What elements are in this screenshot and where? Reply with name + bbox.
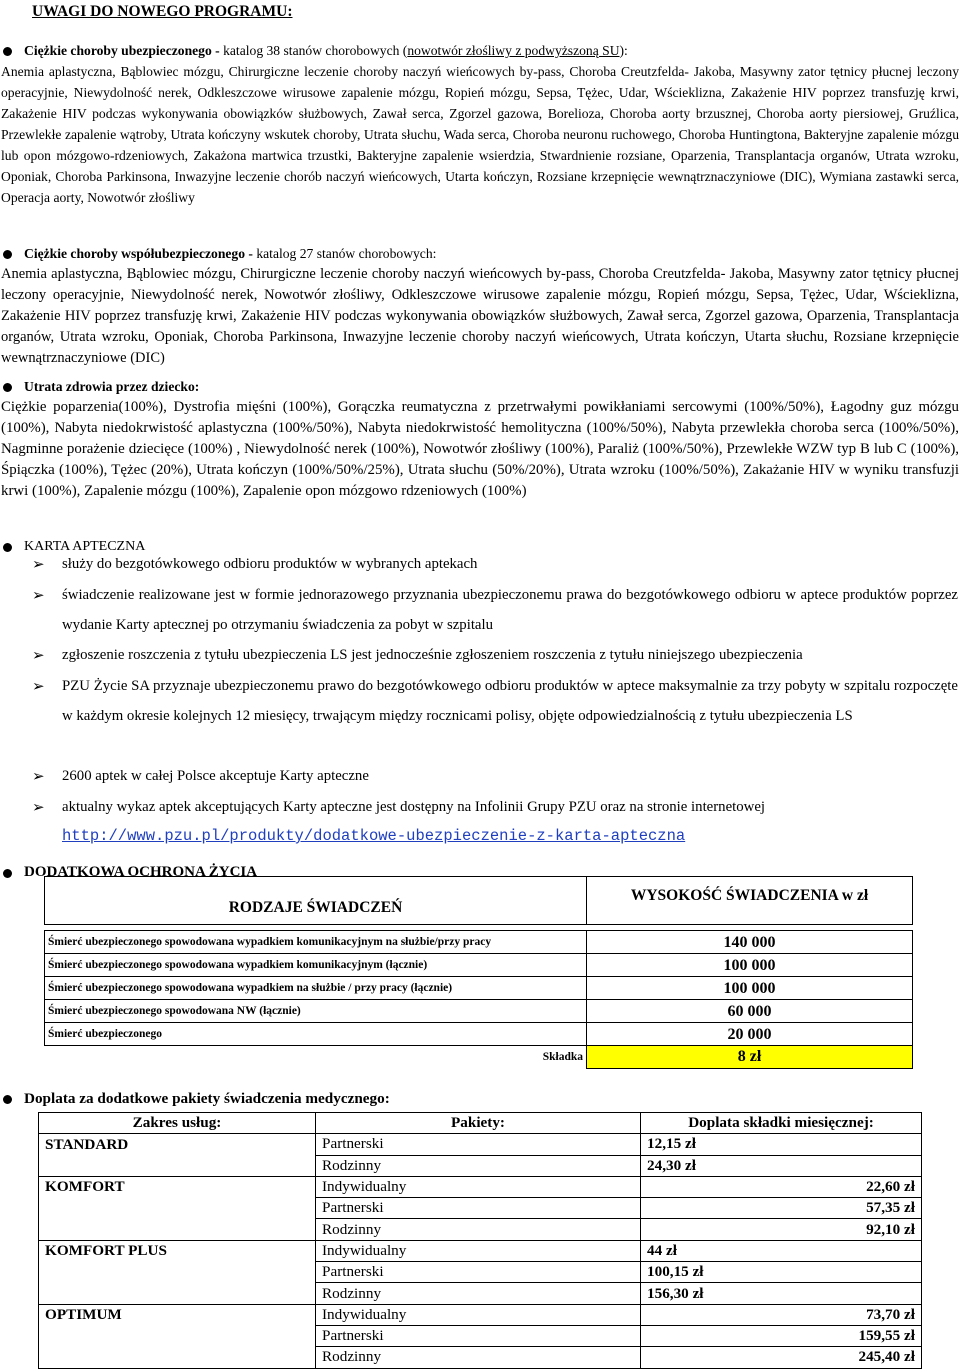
- premium-row: [45, 1046, 913, 1069]
- package-price: 100,15 zł: [641, 1262, 922, 1283]
- table-row: [45, 954, 913, 977]
- benefit-value: 140 000: [587, 931, 913, 954]
- package-variant: Rodzinny: [316, 1347, 641, 1368]
- package-name: KOMFORT: [39, 1176, 316, 1197]
- benefit-label: Śmierć ubezpieczonego spowodowana wypadkiem komunikacyjnym na służbie/przy pracy: [45, 931, 587, 954]
- package-variant: Indywidualny: [316, 1240, 641, 1261]
- table-row: [39, 1155, 922, 1176]
- table-row: [39, 1219, 922, 1240]
- list-item: [62, 580, 958, 640]
- package-variant: Partnerski: [316, 1134, 641, 1155]
- section-critical-illness-co-insured: [0, 243, 960, 369]
- heading-text: katalog 27 stanów chorobowych:: [252, 246, 437, 261]
- pharmacy-list-link[interactable]: http://www.pzu.pl/produkty/dodatkowe-ubezpieczenie-z-karta-apteczna: [62, 827, 686, 845]
- package-name-empty: [39, 1325, 316, 1346]
- package-variant: Indywidualny: [316, 1176, 641, 1197]
- table-row: [45, 1023, 913, 1046]
- list-item: [62, 671, 958, 731]
- package-price: 22,60 zł: [641, 1176, 922, 1197]
- arrow-bullet-icon: ➢: [32, 586, 45, 604]
- section-heading: Utrata zdrowia przez dziecko:: [24, 379, 200, 394]
- section-heading: DODATKOWA OCHRONA ŻYCIA: [24, 864, 258, 880]
- table-row: [39, 1283, 922, 1304]
- package-price: 92,10 zł: [641, 1219, 922, 1240]
- section-critical-illness-insured: [0, 40, 960, 208]
- package-name: STANDARD: [39, 1134, 316, 1155]
- pharmacy-link-wrapper: [62, 826, 958, 847]
- section-child-health-loss: [0, 376, 960, 502]
- list-item: [62, 761, 958, 791]
- table-row: [39, 1325, 922, 1346]
- arrow-bullet-icon: ➢: [32, 646, 45, 664]
- page-title: UWAGI DO NOWEGO PROGRAMU:: [32, 3, 293, 20]
- package-price: 245,40 zł: [641, 1347, 922, 1368]
- package-name: KOMFORT PLUS: [39, 1240, 316, 1261]
- bullet-icon: [3, 250, 12, 259]
- section-heading: KARTA APTECZNA: [24, 539, 146, 554]
- column-header-packages: Pakiety:: [316, 1113, 641, 1134]
- section-medical-packages: [0, 1088, 960, 1109]
- benefit-value: 100 000: [587, 977, 913, 1000]
- bullet-icon: [3, 869, 12, 878]
- arrow-bullet-icon: ➢: [32, 677, 45, 695]
- package-name-empty: [39, 1283, 316, 1304]
- table-row: [39, 1347, 922, 1368]
- package-name-empty: [39, 1347, 316, 1368]
- table-row: [45, 931, 913, 954]
- table-row: [39, 1304, 922, 1325]
- package-price: 57,35 zł: [641, 1198, 922, 1219]
- heading-bold: Ciężkie choroby ubezpieczonego -: [24, 43, 220, 58]
- package-variant: Partnerski: [316, 1198, 641, 1219]
- package-variant: Rodzinny: [316, 1219, 641, 1240]
- benefit-value: 60 000: [587, 1000, 913, 1023]
- arrow-bullet-icon: ➢: [32, 798, 45, 816]
- bullet-icon: [3, 47, 12, 56]
- heading-bold: Ciężkie choroby współubezpieczonego -: [24, 246, 253, 261]
- table-row: [39, 1176, 922, 1197]
- premium-value: 8 zł: [587, 1046, 913, 1069]
- section-body: Anemia aplastyczna, Bąblowiec mózgu, Chirurgiczne leczenie choroby naczyń wieńcowych by-pass, Choroba Creutzfelda- Jakoba, Masywny zator tętnicy płucnej leczony operacyjnie, Niewydolność nerek, Odkleszczowe wirusowe zapalenie mózgu, Ropień mózgu, Sepsa, Tężec, Udar, Wścieklizna, Zakażenie HIV poprzez transfuzję krwi, Zakażenie HIV podczas wykonywania obowiązków służbowych, Zawał serca, Zgorzel gazowa, Borelioza, Choroba aorty brzusznej, Choroba aorty piersiowej, Gruźlica, Przewlekłe zapalenie wątroby, Utrata kończyny wskutek choroby, Utrata słuchu, Wada serca, Choroba neuronu ruchowego, Choroba Huntingtona, Bakteryjne zapalenie mózgu lub opon mózgowo-rdzeniowych, Zakażona martwica trzustki, Bakteryjne zapalenie wsierdzia, Stwardnienie rozsiane, Oparzenia, Transplantacja organów, Utrata wzroku, Oponiak, Choroba Parkinsona, Inwazyjne leczenie chorób naczyń wieńcowych, Utarta kończyn, Rozsiane krzepnięcie wewnątrznaczyniowe (DIC), Wymiana zastawki serca, Operacja aorty, Nowotwór złośliwy: [1, 64, 959, 205]
- column-header-surcharge: Doplata składki miesięcznej:: [641, 1113, 922, 1134]
- arrow-bullet-icon: ➢: [32, 767, 45, 785]
- life-benefits-table: [44, 876, 913, 1069]
- package-price: 73,70 zł: [641, 1304, 922, 1325]
- list-item-text: PZU Życie SA przyznaje ubezpieczonemu prawo do bezgotówkowego odbioru produktów w aptece maksymalnie za trzy pobyty w szpitalu rozpoczęte w każdym okresie kolejnych 12 miesięcy, trwającym między rocznicami polisy, objęte odpowiedzialnością z tytułu ubezpieczenia LS: [62, 678, 958, 724]
- benefit-label: Śmierć ubezpieczonego spowodowana NW (łącznie): [45, 1000, 587, 1023]
- benefit-value: 20 000: [587, 1023, 913, 1046]
- column-header-scope: Zakres usług:: [39, 1113, 316, 1134]
- list-item-text: świadczenie realizowane jest w formie jednorazowego przyznania ubezpieczonemu prawa do bezgotówkowego odbioru w aptece produktów poprzez wydanie Karty aptecznej po otrzymaniu świadczenia za pobyt w szpitalu: [62, 587, 958, 633]
- list-item-text: aktualny wykaz aptek akceptujących Karty apteczne jest dostępny na Infolinii Grupy PZU oraz na stronie internetowej: [62, 799, 766, 815]
- section-heading: [0, 40, 960, 61]
- heading-underlined: nowotwór złośliwy z podwyższoną SU: [407, 43, 620, 58]
- list-item-text: zgłoszenie roszczenia z tytułu ubezpieczenia LS jest jednocześnie zgłoszeniem roszczenia z tytułu niniejszego ubezpieczenia: [62, 647, 803, 663]
- list-item: [62, 549, 958, 579]
- package-variant: Indywidualny: [316, 1304, 641, 1325]
- package-name: OPTIMUM: [39, 1304, 316, 1325]
- package-name-empty: [39, 1155, 316, 1176]
- package-price: 44 zł: [641, 1240, 922, 1261]
- section-heading: [0, 243, 960, 264]
- list-item-text: 2600 aptek w całej Polsce akceptuje Karty apteczne: [62, 768, 369, 784]
- premium-label: Składka: [45, 1046, 587, 1069]
- benefit-label: Śmierć ubezpieczonego: [45, 1023, 587, 1046]
- section-heading: Doplata za dodatkowe pakiety świadczenia medycznego:: [24, 1090, 390, 1107]
- bullet-icon: [3, 383, 12, 392]
- package-price: 24,30 zł: [641, 1155, 922, 1176]
- package-variant: Rodzinny: [316, 1283, 641, 1304]
- package-variant: Partnerski: [316, 1262, 641, 1283]
- table-header-benefit-type: RODZAJE ŚWIADCZEŃ: [45, 877, 587, 925]
- bullet-icon: [3, 1095, 12, 1104]
- table-row: [39, 1198, 922, 1219]
- package-price: 159,55 zł: [641, 1325, 922, 1346]
- table-row: [45, 1000, 913, 1023]
- heading-text: katalog 38 stanów chorobowych (: [219, 43, 408, 58]
- medical-packages-table: [38, 1112, 922, 1369]
- list-item: [62, 792, 958, 822]
- arrow-bullet-icon: ➢: [32, 555, 45, 573]
- table-header-benefit-amount: WYSOKOŚĆ ŚWIADCZENIA w zł: [587, 877, 913, 925]
- bullet-icon: [3, 543, 12, 552]
- package-name-empty: [39, 1219, 316, 1240]
- package-name-empty: [39, 1198, 316, 1219]
- benefit-label: Śmierć ubezpieczonego spowodowana wypadkiem komunikacyjnym (łącznie): [45, 954, 587, 977]
- benefit-label: Śmierć ubezpieczonego spowodowana wypadkiem na służbie / przy pracy (łącznie): [45, 977, 587, 1000]
- package-variant: Partnerski: [316, 1325, 641, 1346]
- table-row: [39, 1240, 922, 1261]
- table-header-row: [39, 1113, 922, 1134]
- table-row: [39, 1262, 922, 1283]
- heading-end: ):: [619, 43, 628, 58]
- package-name-empty: [39, 1262, 316, 1283]
- list-item-text: służy do bezgotówkowego odbioru produktów w wybranych aptekach: [62, 556, 478, 572]
- section-body: Ciężkie poparzenia(100%), Dystrofia mięśni (100%), Gorączka reumatyczna z przetrwałymi powikłaniami sercowymi (100%/50%), Łagodny guz mózgu (100%), Nabyta niedokrwistość aplastyczna (100%/50%), Nabyta niedokrwistość hemolityczna (100%/50%), Nabyta przewlekła choroba serca (100%/50%), Nagminne porażenie dziecięce (100%) , Niewydolność nerek (100%), Nowotwór złośliwy (100%), Paraliż (100%/50%), Przewlekłe WZW typ B lub C (100%), Śpiączka (100%), Tężec (20%), Utrata kończyn (100%/50%/25%), Utrata słuchu (50%/20%), Utrata wzroku (100%/50%), Zakażanie HIV w wyniku transfuzji krwi (100%), Zapalenie mózgu (100%), Zapalenie opon mózgowo rdzeniowych (100%): [1, 399, 959, 499]
- package-price: 12,15 zł: [641, 1134, 922, 1155]
- package-price: 156,30 zł: [641, 1283, 922, 1304]
- list-item: [62, 640, 958, 670]
- section-body: Anemia aplastyczna, Bąblowiec mózgu, Chirurgiczne leczenie choroby naczyń wieńcowych by-pass, Choroba Creutzfelda- Jakoba, Masywny zator tętnicy płucnej leczony operacyjnie, Niewydolność nerek, Nowotwór złośliwy, Odkleszczowe wirusowe zapalenie mózgu, Ropień mózgu, Sepsa, Tężec, Udar, Wścieklizna, Zakażenie HIV poprzez transfuzję krwi, Zakażenie HIV podczas wykonywania obowiązków służbowych, Zawał serca, Zgorzel gazowa, Oparzenia, Transplantacja organów, Utrata wzroku, Oponiak, Choroba Parkinsona, Inwazyjne leczenie choroby naczyń wieńcowych, Utrata kończyn, Utarta słuchu, Rozsiane krzepnięcie wewnątrznaczyniowe (DIC): [1, 266, 959, 366]
- benefit-value: 100 000: [587, 954, 913, 977]
- table-row: [39, 1134, 922, 1155]
- package-variant: Rodzinny: [316, 1155, 641, 1176]
- table-row: [45, 977, 913, 1000]
